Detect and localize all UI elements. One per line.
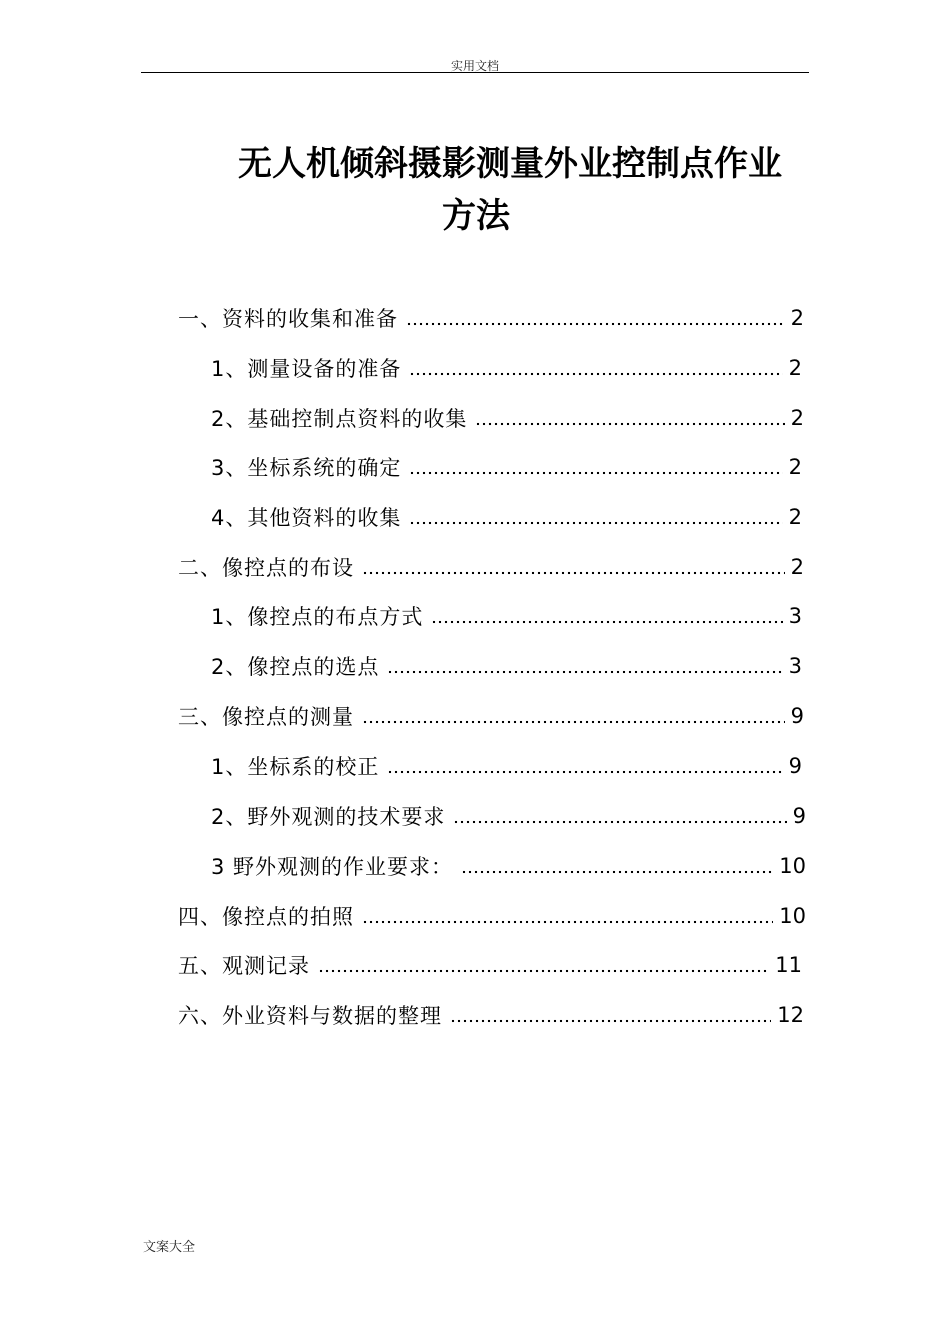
toc-entry[interactable] [211, 350, 802, 386]
toc-entry-label: 六、外业资料与数据的整理 [178, 1004, 442, 1028]
toc-entry-page: 9 [790, 704, 804, 728]
toc-leader-dots [409, 471, 782, 475]
toc-entry[interactable] [211, 748, 802, 784]
toc-entry[interactable] [211, 499, 802, 535]
toc-leader-dots [362, 571, 785, 575]
toc-entry-page: 11 [775, 953, 802, 977]
toc-entry-label: 3 野外观测的作业要求： [211, 855, 454, 879]
page-header: 实用文档 [450, 59, 499, 73]
toc-leader-dots [318, 969, 769, 973]
toc-leader-dots [387, 670, 782, 674]
toc-entry-label: 1、像控点的布点方式 [211, 605, 424, 629]
toc-leader-dots [475, 422, 784, 426]
toc-leader-dots [461, 870, 773, 874]
page-footer: 文案大全 [143, 1240, 196, 1255]
toc-entry-page: 9 [792, 804, 806, 828]
toc-entry[interactable] [178, 300, 804, 336]
title-line-1: 无人机倾斜摄影测量外业控制点作业 [238, 144, 782, 184]
toc-entry[interactable] [211, 848, 806, 884]
toc-entry-label: 4、其他资料的收集 [211, 506, 402, 530]
title-line-2: 方法 [442, 196, 510, 236]
toc-entry-page: 2 [790, 406, 804, 430]
toc-entry[interactable] [178, 698, 804, 734]
toc-entry[interactable] [211, 449, 802, 485]
toc-entry-page: 2 [790, 306, 804, 330]
toc-leader-dots [431, 620, 782, 624]
toc-leader-dots [362, 920, 773, 924]
toc-entry-label: 二、像控点的布设 [178, 556, 354, 580]
toc-entry-label: 2、野外观测的技术要求 [211, 805, 446, 829]
toc-entry-page: 9 [788, 754, 802, 778]
toc-entry-page: 3 [788, 654, 802, 678]
toc-entry-label: 2、像控点的选点 [211, 655, 380, 679]
toc-leader-dots [453, 820, 786, 824]
toc-leader-dots [409, 372, 782, 376]
document-title [150, 138, 870, 242]
toc-entry-page: 3 [788, 604, 802, 628]
toc-leader-dots [406, 322, 785, 326]
toc-entry-page: 10 [779, 854, 806, 878]
toc-entry-page: 2 [788, 455, 802, 479]
toc-entry-label: 五、观测记录 [178, 954, 310, 978]
toc-entry[interactable] [211, 798, 806, 834]
toc-leader-dots [409, 521, 782, 525]
header-rule [141, 72, 809, 73]
toc-entry-page: 2 [788, 356, 802, 380]
toc-entry-page: 12 [777, 1003, 804, 1027]
toc-entry-label: 四、像控点的拍照 [178, 905, 354, 929]
toc-entry-label: 3、坐标系统的确定 [211, 456, 402, 480]
toc-entry[interactable] [211, 598, 802, 634]
toc-leader-dots [387, 770, 782, 774]
toc-entry-page: 10 [779, 904, 806, 928]
toc-entry-label: 1、坐标系的校正 [211, 755, 380, 779]
toc-entry-label: 三、像控点的测量 [178, 705, 354, 729]
toc-entry[interactable] [211, 648, 802, 684]
toc-leader-dots [450, 1019, 771, 1023]
toc-entry-page: 2 [790, 555, 804, 579]
toc-entry[interactable] [178, 898, 806, 934]
toc-entry[interactable] [178, 947, 802, 983]
toc-entry-page: 2 [788, 505, 802, 529]
toc-entry[interactable] [178, 997, 804, 1033]
toc-entry-label: 一、资料的收集和准备 [178, 307, 398, 331]
toc-leader-dots [362, 720, 785, 724]
toc-entry[interactable] [178, 549, 804, 585]
toc-entry-label: 1、测量设备的准备 [211, 357, 402, 381]
toc-entry[interactable] [211, 400, 804, 436]
toc-entry-label: 2、基础控制点资料的收集 [211, 407, 468, 431]
